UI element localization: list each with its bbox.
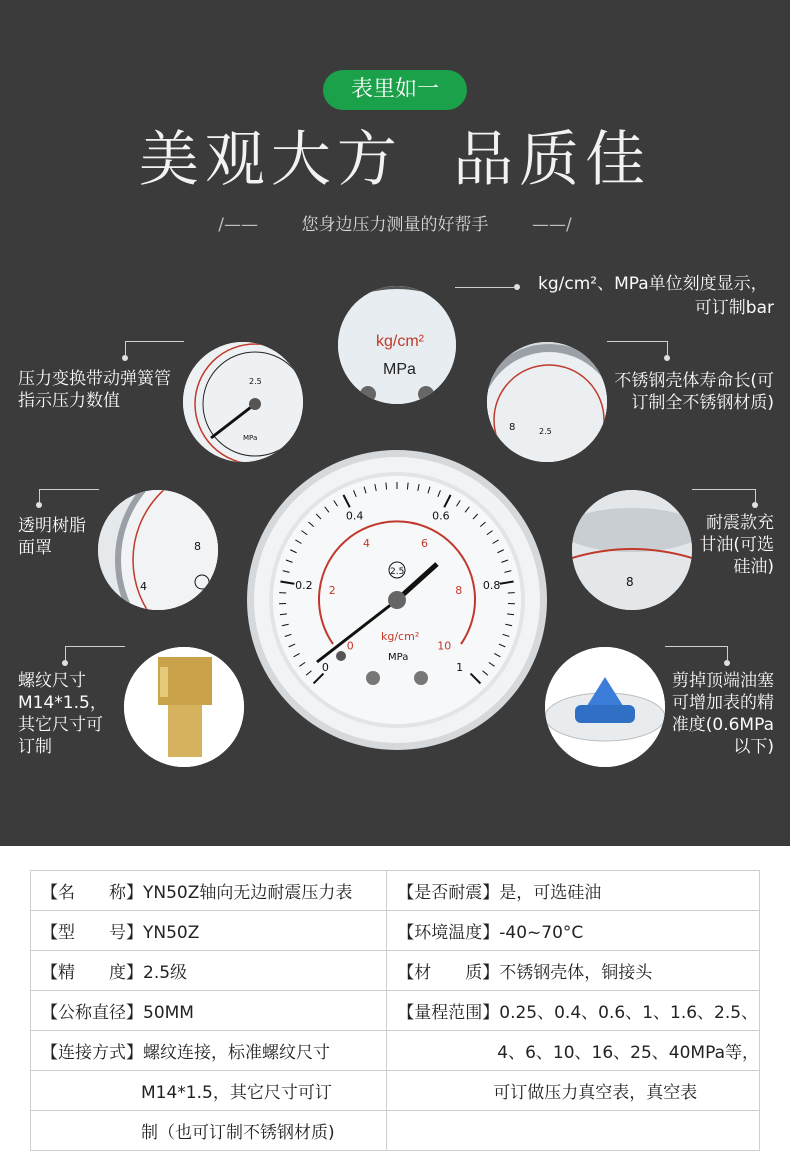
spec-table [30,870,760,1151]
pressure-gauge [245,448,549,752]
svg-text:8: 8 [509,422,516,433]
gauge-unit-kg: kg/cm² [381,630,420,643]
steel-case-detail-image [487,342,607,462]
table-row [31,951,760,991]
subtitle-row [0,210,790,235]
gauge-inner-label: 4 [362,536,370,550]
gauge-inner-label: 8 [455,583,463,597]
spec-shock-cell: 【是否耐震】是，可选硅油 [387,871,760,911]
svg-text:8: 8 [194,540,201,553]
spec-connection-cell-3: 制（也可订制不锈钢材质) [31,1111,387,1151]
spec-accuracy-cell: 【精 度】2.5级 [31,951,387,991]
gauge-outer-label: 0.4 [345,509,364,523]
thread-closeup-svg [124,647,244,767]
gauge-outer-label: 0 [321,661,329,675]
spec-range-cell-3: 可订做压力真空表，真空表 [387,1071,760,1111]
gauge-inner-label: 2 [328,583,336,597]
oil-filled-detail-image [572,490,692,610]
oil-plug-detail-image [545,647,665,767]
spec-table-wrapper [30,870,760,1151]
unit-callout: kg/cm²、MPa单位刻度显示， [538,274,768,294]
gauge-pivot [388,591,406,609]
spring-callout: 压力变换带动弹簧管 指示压力数值 [18,369,171,411]
oil-callout-line [692,489,756,503]
gauge-outer-label: 0.2 [295,579,313,593]
gauge-tick [386,483,387,490]
table-row [31,1071,760,1111]
spec-empty-cell [387,1111,760,1151]
spring-detail-image [183,342,303,462]
oil-callout: 耐震款充 甘油(可选 硅油) [699,513,774,577]
resin-callout-line [39,489,99,503]
subtitle: 您身边压力测量的好帮手 [301,215,489,235]
table-row [31,871,760,911]
resin-callout: 透明树脂 面罩 [18,516,86,558]
gauge-outer-label: 0.6 [432,509,450,523]
thread-callout: 螺纹尺寸 M14*1.5， 其它尺寸可 订制 [18,671,107,757]
svg-text:2.5: 2.5 [539,427,552,436]
steel-closeup-svg [487,342,607,462]
gauge-unit-mpa: MPa [388,652,409,663]
accuracy-class-label: 2.5 [390,567,405,577]
plug-callout: 剪掉顶端油塞 可增加表的精 准度(0.6MPa 以下) [671,671,774,757]
plug-callout-line [665,646,728,661]
badge: 表里如一 [323,70,467,110]
spec-temp-cell: 【环境温度】-40~70°C [387,911,760,951]
subtitle-left-dash: /—— [218,215,258,235]
spec-connection-cell: 【连接方式】螺纹连接，标准螺纹尺寸 [31,1031,387,1071]
plug-closeup-svg [545,647,665,767]
table-row [31,1111,760,1151]
table-row [31,911,760,951]
gauge-outer-label: 0.8 [482,579,501,593]
unit-mpa-text: MPa [383,361,416,378]
spring-closeup-svg [183,342,303,462]
spec-name-cell: 【名 称】YN50Z轴向无边耐震压力表 [31,871,387,911]
svg-text:4: 4 [140,580,147,593]
unit-detail-image [338,286,456,404]
unit-closeup-svg [338,286,456,404]
subtitle-right-dash: ——/ [532,215,572,235]
unit-callout-2: 可订制bar [694,298,774,318]
unit-callout-line [455,287,514,288]
spec-range-cell-2: 4、6、10、16、25、40MPa等， [387,1031,760,1071]
table-row [31,1031,760,1071]
resin-cover-detail-image [98,490,218,610]
table-row [31,991,760,1031]
spec-range-cell: 【量程范围】0.25、0.4、0.6、1、1.6、2.5、 [387,991,760,1031]
spec-connection-cell-2: M14*1.5，其它尺寸可订 [31,1071,387,1111]
spec-material-cell: 【材 质】不锈钢壳体，铜接头 [387,951,760,991]
svg-text:8: 8 [626,575,634,589]
gauge-inner-label: 6 [421,536,429,550]
gauge-inner-label: 10 [437,639,452,653]
svg-text:MPa: MPa [243,434,258,442]
resin-closeup-svg [98,490,218,610]
unit-kg-text: kg/cm² [376,333,424,350]
steel-callout: 不锈钢壳体寿命长(可 订制全不锈钢材质) [614,371,774,413]
svg-text:2.5: 2.5 [249,377,262,386]
gauge-outer-label: 1 [456,661,464,675]
gauge-tick [407,483,408,490]
headline: 美观大方 品质佳 [138,125,652,195]
spec-diameter-cell: 【公称直径】50MM [31,991,387,1031]
steel-callout-line [607,341,668,356]
oil-closeup-svg [572,490,692,610]
thread-callout-line [65,646,125,661]
gauge-inner-label: 0 [346,639,354,653]
spring-callout-line [125,341,184,356]
unit-callout-dot [514,284,520,290]
thread-detail-image [124,647,244,767]
spec-model-cell: 【型 号】YN50Z [31,911,387,951]
